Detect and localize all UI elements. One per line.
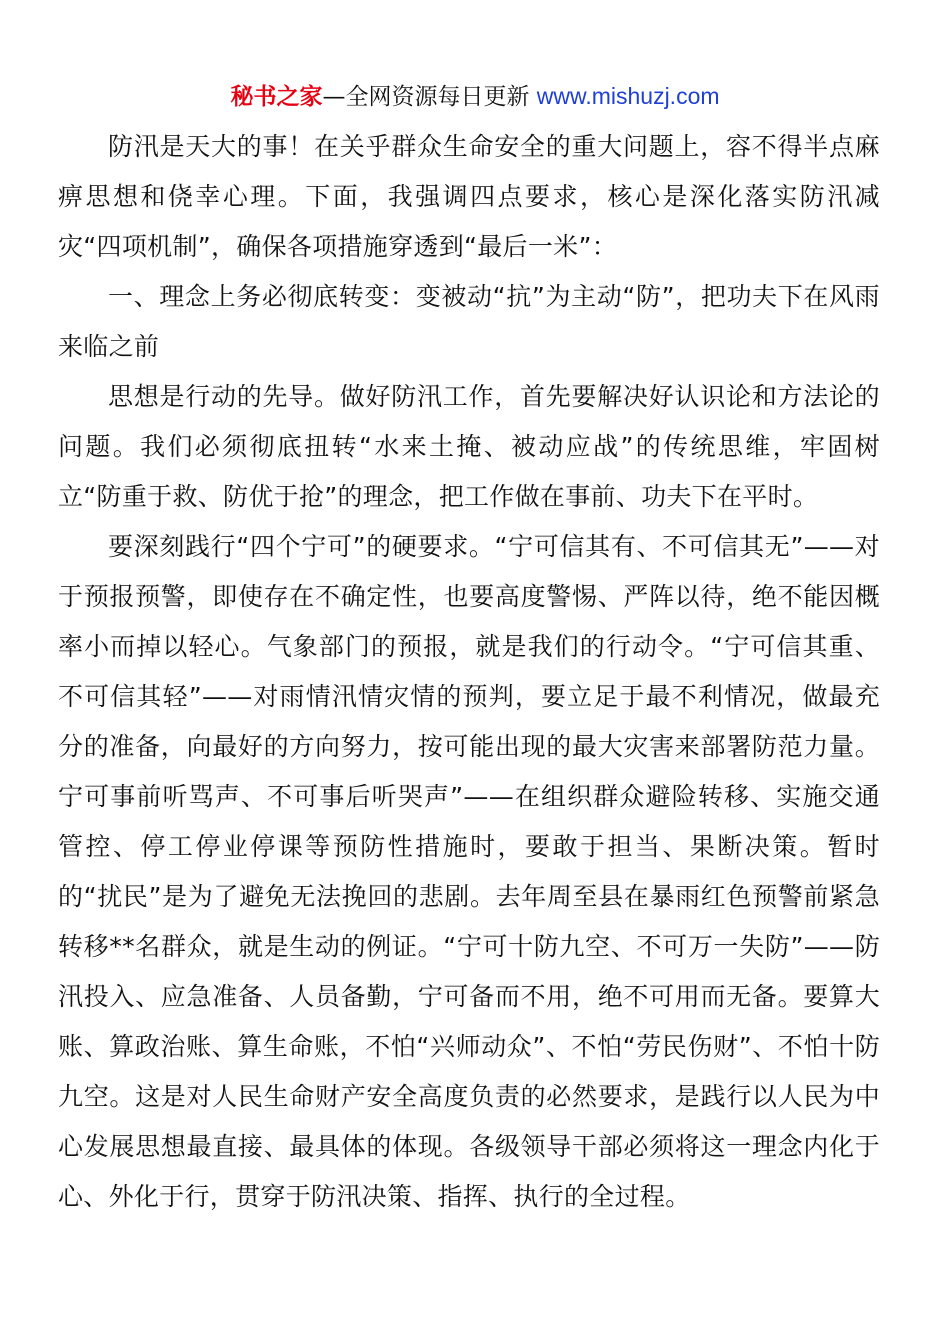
document-body: [58, 122, 880, 1222]
intro-paragraph: 防汛是天大的事！在关乎群众生命安全的重大问题上，容不得半点麻痹思想和侥幸心理。下面，我强调四点要求，核心是深化落实防汛减灾“四项机制”，确保各项措施穿透到“最后一米”：: [58, 132, 880, 261]
section-heading: 一、理念上务必彻底转变：变被动“抗”为主动“防”，把功夫下在风雨来临之前: [58, 282, 880, 361]
site-url-link[interactable]: www.mishuzj.com: [536, 83, 720, 109]
site-header: [0, 80, 950, 113]
header-tagline: —全网资源每日更新: [322, 84, 537, 110]
body-paragraph: 思想是行动的先导。做好防汛工作，首先要解决好认识论和方法论的问题。我们必须彻底扭转“水来土掩、被动应战”的传统思维，牢固树立“防重于救、防优于抢”的理念，把工作做在事前、功夫下在平时。: [58, 382, 880, 511]
brand-name: 秘书之家: [230, 84, 323, 110]
body-paragraph: 要深刻践行“四个宁可”的硬要求。“宁可信其有、不可信其无”——对于预报预警，即使存在不确定性，也要高度警惕、严阵以待，绝不能因概率小而掉以轻心。气象部门的预报，就是我们的行动令。“宁可信其重、不可信其轻”——对雨情汛情灾情的预判，要立足于最不利情况，做最充分的准备，向最好的方向努力，按可能出现的最大灾害来部署防范力量。宁可事前听骂声、不可事后听哭声”——在组织群众避险转移、实施交通管控、停工停业停课等预防性措施时，要敢于担当、果断决策。暂时的“扰民”是为了避免无法挽回的悲剧。去年周至县在暴雨红色预警前紧急转移**名群众，就是生动的例证。“宁可十防九空、不可万一失防”——防汛投入、应急准备、人员备勤，宁可备而不用，绝不可用而无备。要算大账、算政治账、算生命账，不怕“兴师动众”、不怕“劳民伤财”、不怕十防九空。这是对人民生命财产安全高度负责的必然要求，是践行以人民为中心发展思想最直接、最具体的体现。各级领导干部必须将这一理念内化于心、外化于行，贯穿于防汛决策、指挥、执行的全过程。: [58, 532, 880, 1211]
